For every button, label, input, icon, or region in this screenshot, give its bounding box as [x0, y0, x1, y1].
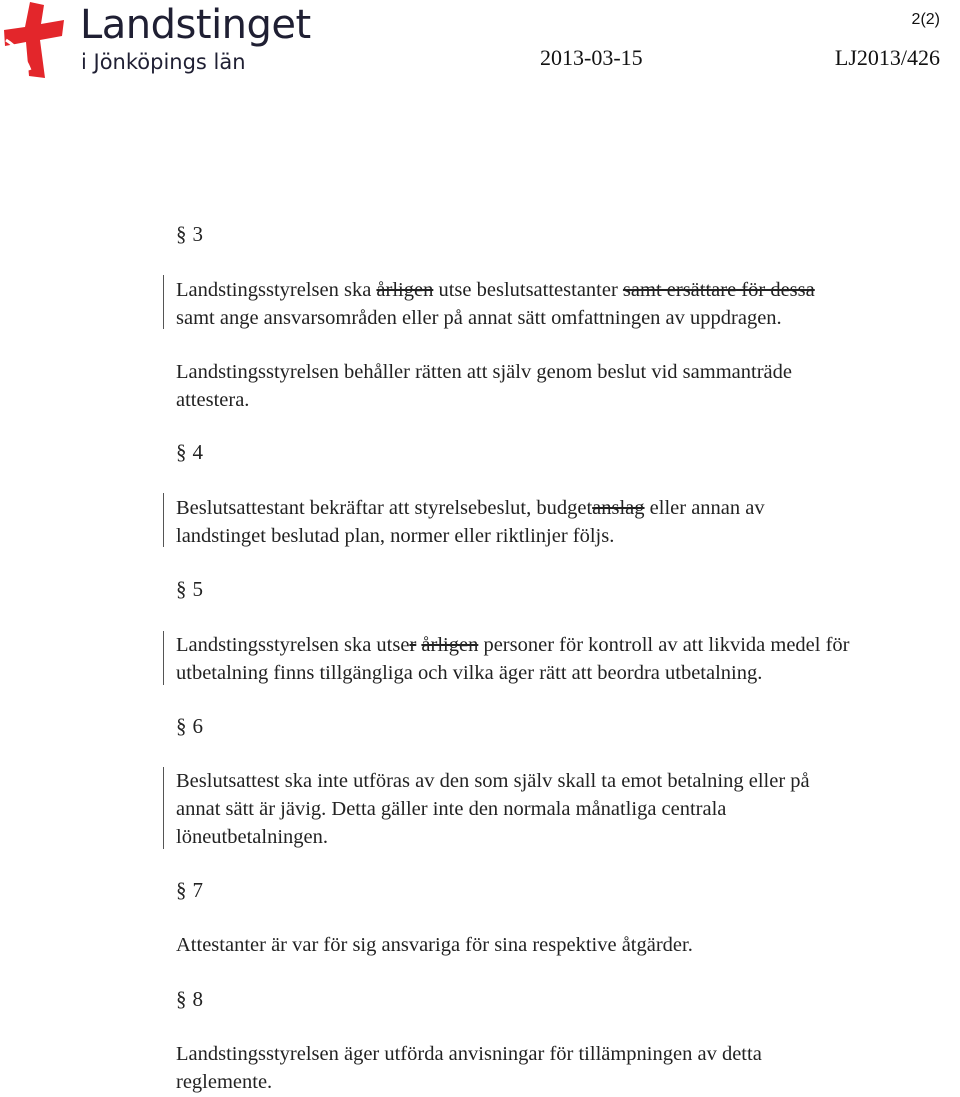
text-line: Landstingsstyrelsen behåller rätten att själv genom beslut vid sammanträde: [176, 361, 792, 383]
section-3-paragraph-2: [176, 358, 960, 414]
section-number: 6: [192, 714, 203, 738]
text-line: attestera.: [176, 389, 250, 411]
section-number: 5: [192, 577, 203, 601]
section-4-paragraph: [176, 494, 960, 550]
struck-text: årligen: [376, 279, 434, 301]
text-line: Landstingsstyrelsen äger utförda anvisningar för tillämpningen av detta: [176, 1043, 762, 1065]
section-8-paragraph: [176, 1040, 960, 1096]
section-symbol: §: [176, 987, 187, 1011]
struck-text: anslag: [592, 497, 645, 519]
revision-bar: [163, 493, 164, 547]
section-symbol: §: [176, 222, 187, 246]
section-symbol: §: [176, 577, 187, 601]
text-run: personer för kontroll av att likvida medel för: [478, 634, 850, 656]
organization-logo: [0, 0, 320, 80]
text-line: utbetalning finns tillgängliga och vilka äger rätt att beordra utbetalning.: [176, 662, 763, 684]
text-run: Landstingsstyrelsen ska utse: [176, 634, 410, 656]
section-7-paragraph: [176, 931, 960, 959]
text-line: reglemente.: [176, 1071, 273, 1093]
document-reference: LJ2013/426: [834, 45, 940, 70]
section-number: 4: [192, 440, 203, 464]
text-line: samt ange ansvarsområden eller på annat sätt omfattningen av uppdragen.: [176, 307, 782, 329]
text-line: annat sätt är jävig. Detta gäller inte den normala månatliga centrala: [176, 798, 727, 820]
text-run: utse beslutsattestanter: [433, 279, 623, 301]
section-symbol: §: [176, 714, 187, 738]
revision-bar: [163, 767, 164, 849]
text-line: [176, 276, 960, 304]
revision-bar: [163, 275, 164, 329]
section-heading-8: [176, 987, 203, 1012]
struck-text: årligen: [421, 634, 479, 656]
cross-logo-icon: [0, 0, 80, 80]
document-date: 2013-03-15: [540, 45, 643, 70]
section-number: 8: [192, 987, 203, 1011]
section-heading-4: [176, 440, 203, 465]
section-heading-3: [176, 222, 203, 247]
section-symbol: §: [176, 878, 187, 902]
text-line: Beslutsattest ska inte utföras av den som själv skall ta emot betalning eller på: [176, 770, 810, 792]
section-number: 7: [192, 878, 203, 902]
text-run: eller annan av: [644, 497, 765, 519]
text-line: landstinget beslutad plan, normer eller riktlinjer följs.: [176, 525, 615, 547]
section-heading-6: [176, 714, 203, 739]
section-5-paragraph: [176, 631, 960, 687]
text-line: Attestanter är var för sig ansvariga för sina respektive åtgärder.: [176, 934, 693, 956]
section-3-paragraph-1: [176, 276, 960, 332]
logo-subtitle: i Jönköpings län: [81, 50, 246, 74]
logo-wordmark: Landstinget: [80, 2, 311, 48]
section-number: 3: [192, 222, 203, 246]
text-line: löneutbetalningen.: [176, 826, 328, 848]
struck-text: samt ersättare för dessa: [622, 279, 815, 301]
text-line: [176, 631, 960, 659]
text-run: Beslutsattestant bekräftar att styrelsebeslut, budget: [176, 497, 593, 519]
struck-text: r: [409, 634, 417, 656]
section-heading-5: [176, 577, 203, 602]
text-line: [176, 494, 960, 522]
section-heading-7: [176, 878, 203, 903]
page-number: 2(2): [911, 11, 940, 28]
revision-bar: [163, 631, 164, 685]
section-symbol: §: [176, 440, 187, 464]
text-run: Landstingsstyrelsen ska: [176, 279, 377, 301]
section-6-paragraph: [176, 767, 960, 851]
